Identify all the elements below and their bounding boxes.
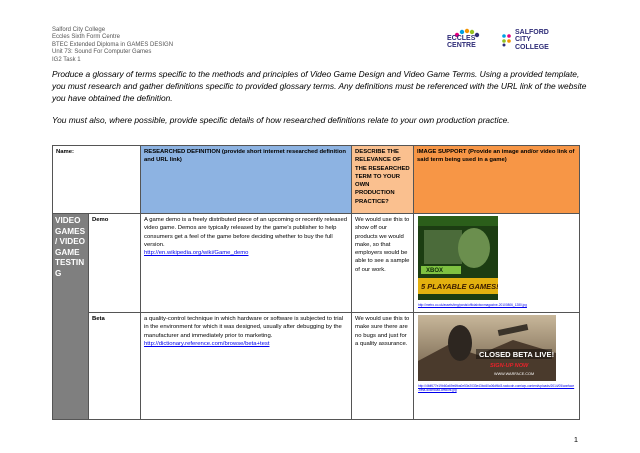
definition-text: A game demo is a freely distributed piece of an upcoming or recently released video game. Demos are typically released by the game's publisher to help consumers get a feel of the game before deciding whether to buy the full version.	[144, 217, 348, 248]
document-header	[52, 27, 173, 64]
relevance-header: DESCRIBE THE RELEVANCE OF THE RESEARCHED TERM TO YOUR OWN PRODUCTION PRACTICE?	[352, 146, 414, 214]
salford-logo-text: COLLEGE	[515, 43, 549, 51]
beta-brand-text: WWW.WARFACE.COM	[494, 372, 535, 376]
definition-link[interactable]: http://en.wikipedia.org/wiki/Game_demo	[144, 250, 249, 257]
eccles-centre-logo	[443, 27, 493, 55]
image-cell	[414, 214, 580, 313]
warface-beta-artwork-image	[418, 315, 556, 381]
page-number: 1	[573, 435, 578, 444]
header-line: Eccles Sixth Form Centre	[52, 34, 121, 41]
definition-header: RESEARCHED DEFINITION (provide short internet researched definition and URL link)	[141, 146, 352, 214]
term-cell: Demo	[89, 214, 141, 313]
category-cell: VIDEO GAMES / VIDEO GAME TESTIN G	[53, 214, 89, 420]
definition-cell	[141, 214, 352, 313]
relevance-cell: We would use this to show off our products we would make, so that employers would be able to see a sample of our work.	[352, 214, 414, 313]
salford-logo-text: CITY	[515, 36, 531, 44]
definition-link[interactable]: http://dictionary.reference.com/browse/beta+test	[144, 340, 270, 347]
table-row	[53, 214, 580, 313]
name-header: Name:	[53, 146, 141, 214]
glossary-table	[52, 145, 580, 420]
term-cell: Beta	[89, 313, 141, 420]
definition-cell	[141, 313, 352, 420]
salford-city-college-logo	[501, 27, 588, 55]
header-line: Salford City College	[52, 27, 106, 33]
header-line: IG2 Task 1	[52, 56, 81, 63]
image-header: IMAGE SUPPORT (Provide an image and/or video link of said term being used in a game)	[414, 146, 580, 214]
image-link[interactable]: http://metro.co.uk/assets/img/posts/officialxboxmagazine-20100806_1280.jpg	[418, 303, 527, 308]
college-logos	[443, 27, 588, 55]
xbox-magazine-cover-image	[418, 216, 498, 300]
eccles-logo-text: ECCLES	[447, 35, 476, 42]
task-instructions: Produce a glossary of terms specific to the methods and principles of Video Game Design and Video Game Terms. Using a provided template, you must research and gather definitions specific to provided glossary terms. Any definitions must be referenced with the URL link of the website you have obtained the definition.	[52, 69, 587, 103]
beta-caption-text: CLOSED BETA LIVE!	[479, 350, 555, 359]
table-header-row	[53, 146, 580, 214]
relevance-cell: We would use this to make sure there are no bugs and just for a quality assurance.	[352, 313, 414, 420]
salford-dots-icon	[501, 33, 515, 47]
salford-logo-text: SALFORD	[515, 29, 549, 36]
task-instructions-extra: You must also, where possible, provide specific details of how researched definitions relate to your own production practice.	[52, 115, 510, 125]
definition-text: a quality-control technique in which hardware or software is subjected to trial in the environment for which it was designed, usually after debugging by the manufacturer and immediately prior to marketing.	[144, 316, 344, 339]
cover-caption-text: 5 PLAYABLE GAMES!	[421, 282, 499, 291]
table-row	[53, 313, 580, 420]
eccles-logo-text: CENTRE	[447, 41, 476, 49]
image-link[interactable]: http://4fdf677e19b60a69e6fba0e53e2033e43bd40a06df6d3.rackcdn.com/wp-content/uploads/2014/05/warface-beta-download-artwork.jpg	[418, 384, 575, 393]
beta-subcaption-text: SIGN-UP NOW	[490, 363, 529, 369]
image-cell	[414, 313, 580, 420]
header-line: Unit 73: Sound For Computer Games	[52, 49, 152, 56]
header-line: BTEC Extended Diploma in GAMES DESIGN	[52, 41, 174, 48]
xbox-brand-text: XBOX	[426, 268, 444, 274]
